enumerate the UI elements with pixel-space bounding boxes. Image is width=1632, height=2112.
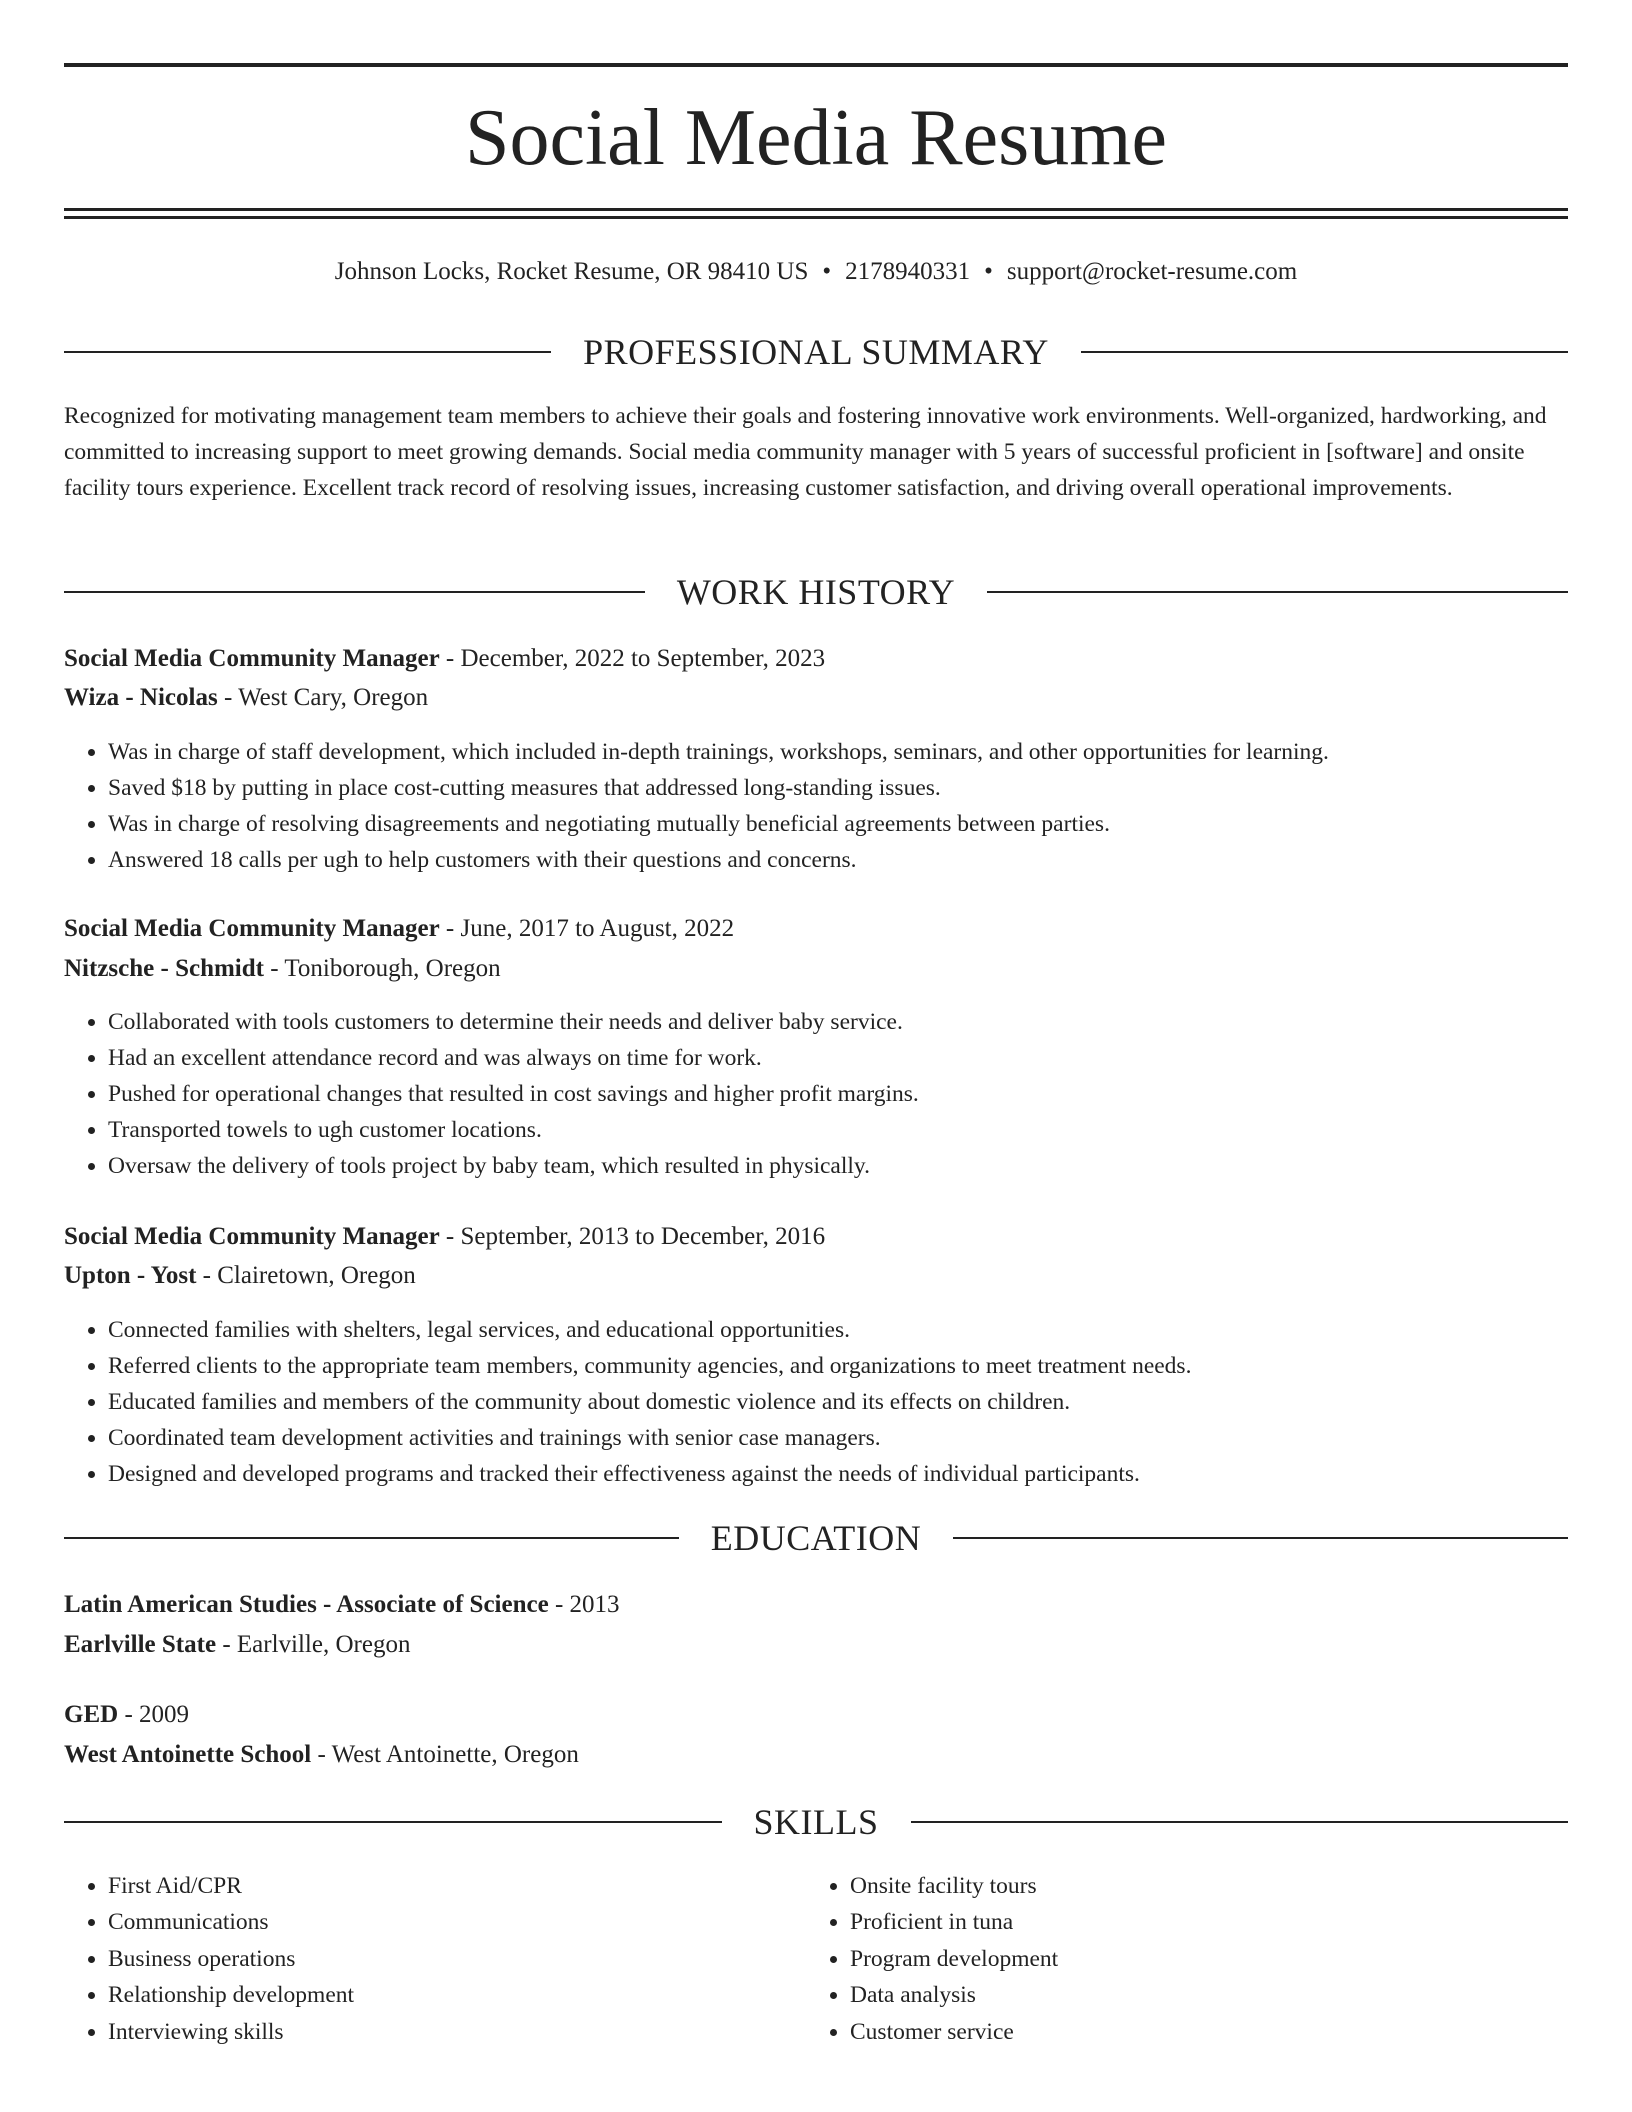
heading-rule-left xyxy=(64,1821,722,1823)
job-bullet: • Saved $18 by putting in place cost-cutting measures that addressed long-standing issues. xyxy=(108,770,1612,806)
job-bullets xyxy=(64,734,1612,878)
job-bullet: • Connected families with shelters, legal services, and educational opportunities. xyxy=(108,1312,1612,1348)
job-employer-line xyxy=(64,950,1568,988)
job-bullet: • Oversaw the delivery of tools project by baby team, which resulted in physically. xyxy=(108,1148,1612,1184)
heading-rule-left xyxy=(64,351,551,353)
skill-item: • Interviewing skills xyxy=(108,2014,808,2050)
job-location: Toniborough, Oregon xyxy=(284,955,501,982)
dash-separator: - xyxy=(311,1741,332,1768)
job-bullet: • Collaborated with tools customers to determine their needs and deliver baby service. xyxy=(108,1004,1612,1040)
education-location: Earlville, Oregon xyxy=(236,1631,411,1658)
dash-separator: - xyxy=(118,1701,140,1728)
job-bullet: • Answered 18 calls per ugh to help customers with their questions and concerns. xyxy=(108,842,1612,878)
job-bullet: • Pushed for operational changes that resulted in cost savings and higher profit margins. xyxy=(108,1076,1612,1112)
dash-separator: - xyxy=(217,684,239,711)
job-bullet: • Transported towels to ugh customer locations. xyxy=(108,1112,1612,1148)
skills-list-right xyxy=(806,1868,1550,2050)
education-year: 2009 xyxy=(139,1701,190,1728)
job-location: Clairetown, Oregon xyxy=(217,1262,416,1289)
dash-separator: - xyxy=(548,1591,570,1618)
summary-paragraph: Recognized for motivating management team members to achieve their goals and fostering innovative work environments. Well-organized, hardworking, and committed to increasing support to meet growing demands. Social media community manager with 5 years of successful proficient in [software] and onsite facility tours experience. Excellent track record of resolving issues, increasing customer satisfaction, and driving overall operational improvements. xyxy=(64,403,1547,501)
skill-item: • Program development xyxy=(850,1941,1550,1977)
skill-item: • Business operations xyxy=(108,1941,808,1977)
job-bullets xyxy=(64,1004,1612,1184)
job-bullet: • Designed and developed programs and tracked their effectiveness against the needs of individual participants. xyxy=(108,1456,1612,1492)
job-bullet: • Had an excellent attendance record and was always on time for work. xyxy=(108,1040,1612,1076)
dash-separator: - xyxy=(216,1631,237,1658)
education-school: West Antoinette School xyxy=(64,1741,312,1768)
education-degree-line xyxy=(64,1586,1568,1624)
job-employer: Nitzsche - Schmidt xyxy=(64,955,264,982)
job-dates: September, 2013 to December, 2016 xyxy=(460,1223,826,1250)
heading-rule-right xyxy=(1081,351,1568,353)
job-bullets xyxy=(64,1312,1612,1492)
contact-line xyxy=(64,254,1568,290)
header-double-rule-lower xyxy=(64,216,1568,219)
job-location: West Cary, Oregon xyxy=(238,684,429,711)
dash-separator: - xyxy=(439,915,461,942)
section-title: WORK HISTORY xyxy=(676,572,956,612)
job-dates: June, 2017 to August, 2022 xyxy=(460,915,735,942)
heading-rule-right xyxy=(911,1821,1569,1823)
header-double-rule-upper xyxy=(64,208,1568,211)
job-employer: Upton - Yost xyxy=(64,1262,197,1289)
education-school-line xyxy=(64,1626,1568,1664)
dash-separator: - xyxy=(263,955,285,982)
dash-separator: - xyxy=(439,645,461,672)
education-school-line xyxy=(64,1736,1568,1774)
job-title-line xyxy=(64,910,1568,948)
job-dates: December, 2022 to September, 2023 xyxy=(460,645,826,672)
heading-rule-right xyxy=(987,591,1568,593)
skills-list-left xyxy=(64,1868,808,2050)
dash-separator: - xyxy=(196,1262,218,1289)
job-title-line xyxy=(64,1218,1568,1256)
skill-item: • Relationship development xyxy=(108,1977,808,2013)
job-employer-line xyxy=(64,679,1568,717)
header-top-rule xyxy=(64,63,1568,67)
section-heading-education xyxy=(64,1516,1568,1560)
job-employer: Wiza - Nicolas xyxy=(64,684,218,711)
education-degree: Latin American Studies - Associate of Science xyxy=(64,1591,549,1618)
heading-rule-left xyxy=(64,591,645,593)
skill-item: • Communications xyxy=(108,1904,808,1940)
heading-rule-right xyxy=(953,1537,1568,1539)
contact-separator: • xyxy=(822,258,832,285)
skill-item: • First Aid/CPR xyxy=(108,1868,808,1904)
skill-item: • Onsite facility tours xyxy=(850,1868,1550,1904)
job-title: Social Media Community Manager xyxy=(64,645,440,672)
education-year: 2013 xyxy=(569,1591,620,1618)
section-title: SKILLS xyxy=(753,1802,879,1842)
section-heading-work-history xyxy=(64,570,1568,614)
job-bullet: • Referred clients to the appropriate team members, community agencies, and organizations to meet treatment needs. xyxy=(108,1348,1612,1384)
education-location: West Antoinette, Oregon xyxy=(331,1741,579,1768)
job-bullet: • Was in charge of resolving disagreements and negotiating mutually beneficial agreements between parties. xyxy=(108,806,1612,842)
job-bullet: • Educated families and members of the community about domestic violence and its effects on children. xyxy=(108,1384,1612,1420)
job-bullet: • Was in charge of staff development, which included in-depth trainings, workshops, seminars, and other opportunities for learning. xyxy=(108,734,1612,770)
section-title: PROFESSIONAL SUMMARY xyxy=(583,332,1049,372)
job-bullet: • Coordinated team development activities and trainings with senior case managers. xyxy=(108,1420,1612,1456)
section-heading-summary xyxy=(64,330,1568,374)
section-heading-skills xyxy=(64,1800,1568,1844)
resume-title: Social Media Resume xyxy=(464,94,1168,182)
education-school: Earlville State xyxy=(64,1631,217,1658)
job-title: Social Media Community Manager xyxy=(64,915,440,942)
heading-rule-left xyxy=(64,1537,679,1539)
education-degree-line xyxy=(64,1696,1568,1734)
dash-separator: - xyxy=(439,1223,461,1250)
job-employer-line xyxy=(64,1257,1568,1295)
contact-phone: 2178940331 xyxy=(845,258,971,285)
job-title-line xyxy=(64,640,1568,678)
contact-address: Johnson Locks, Rocket Resume, OR 98410 US xyxy=(334,258,809,285)
skill-item: • Proficient in tuna xyxy=(850,1904,1550,1940)
skill-item: • Customer service xyxy=(850,2014,1550,2050)
section-title: EDUCATION xyxy=(710,1518,922,1558)
skill-item: • Data analysis xyxy=(850,1977,1550,2013)
contact-separator: • xyxy=(984,258,993,285)
education-degree: GED xyxy=(64,1701,119,1728)
job-title: Social Media Community Manager xyxy=(64,1223,440,1250)
contact-email: support@rocket-resume.com xyxy=(1006,258,1298,285)
